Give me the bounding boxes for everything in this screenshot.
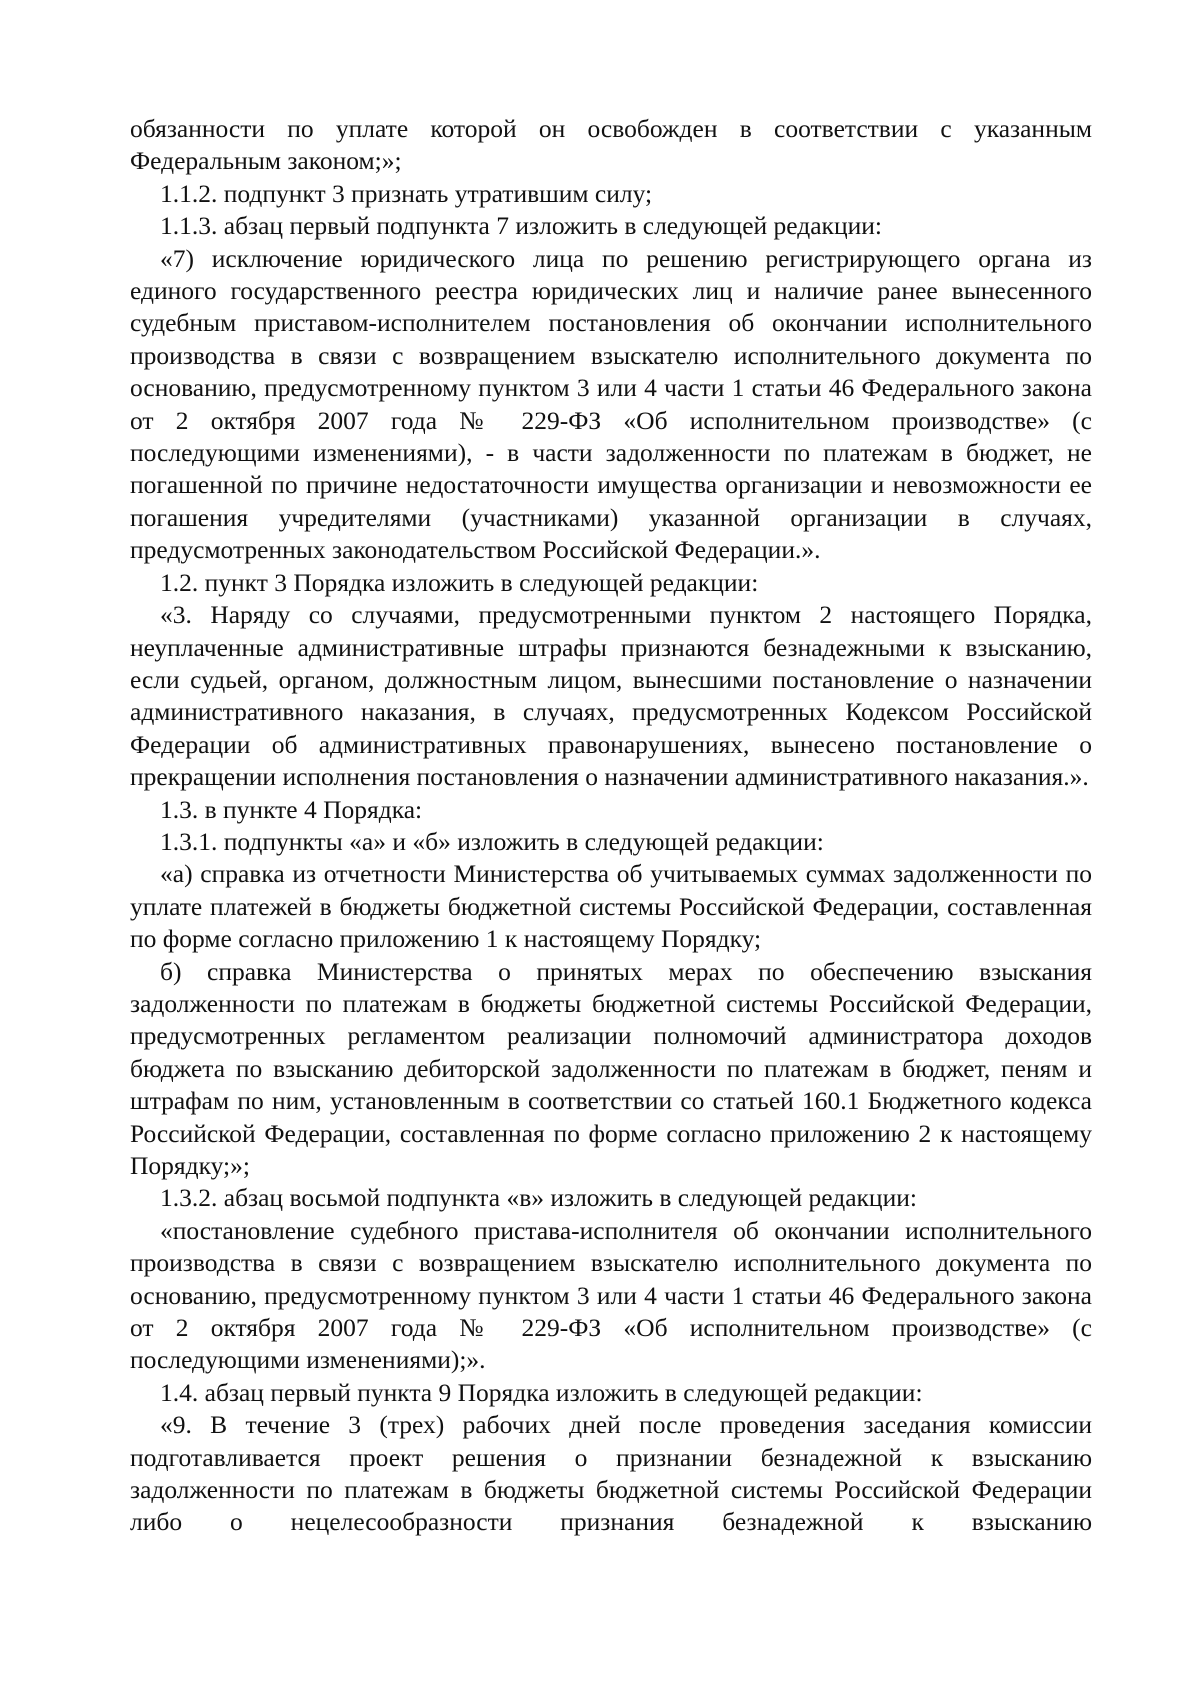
- paragraph-1-2: 1.2. пункт 3 Порядка изложить в следующей редакции:: [160, 567, 759, 597]
- paragraph-quote-3: «3. Наряду со случаями, предусмотренными пунктом 2 настоящего Порядка, неуплаченные административные штрафы признаются безнадежными к взысканию, если судьей, органом, должностным лицом, вынесшими постановление о назначении административного наказания, в случаях, предусмотренных Кодексом Российской Федерации об административных правонарушениях, вынесено постановление о прекращении исполнения постановления о назначении административного наказания.».: [130, 600, 1092, 792]
- paragraph-quote-b: б) справка Министерства о принятых мерах по обеспечению взыскания задолженности по платежам в бюджеты бюджетной системы Российской Федерации, предусмотренных регламентом реализации полномочий администратора доходов бюджета по взысканию дебиторской задолженности по платежам в бюджет, пеням и штрафам по ним, установленным в соответствии со статьей 160.1 Бюджетного кодекса Российской Федерации, составленная по форме согласно приложению 2 к настоящему Порядку;»;: [130, 956, 1092, 1180]
- paragraph-quote-7: «7) исключение юридического лица по решению регистрирующего органа из единого государственного реестра юридических лиц и наличие ранее вынесенного судебным приставом-исполнителем постановления об окончании исполнительного производства в связи с возвращением взыскателю исполнительного документа по основанию, предусмотренному пунктом 3 или 4 части 1 статьи 46 Федерального закона от 2 октября 2007 года № 229-ФЗ «Об исполнительном производстве» (с последующими изменениями), - в части задолженности по платежам в бюджет, не погашенной по причине недостаточности имущества организации и невозможности ее погашения учредителями (участниками) указанной организации в случаях, предусмотренных законодательством Российской Федерации.».: [130, 243, 1092, 565]
- paragraph-1-1-2: 1.1.2. подпункт 3 признать утратившим силу;: [160, 178, 653, 208]
- paragraph-1-1-3: 1.1.3. абзац первый подпункта 7 изложить в следующей редакции:: [160, 211, 882, 241]
- document-body: [130, 113, 1092, 1539]
- paragraph-quote-resolution: «постановление судебного пристава-исполнителя об окончании исполнительного производства в связи с возвращением взыскателю исполнительного документа по основанию, предусмотренному пунктом 3 или 4 части 1 статьи 46 Федерального закона от 2 октября 2007 года № 229-ФЗ «Об исполнительном производстве» (с последующими изменениями);».: [130, 1215, 1092, 1375]
- paragraph-1-4: 1.4. абзац первый пункта 9 Порядка изложить в следующей редакции:: [160, 1377, 923, 1407]
- paragraph-1-3: 1.3. в пункте 4 Порядка:: [160, 794, 423, 824]
- paragraph-1-3-1: 1.3.1. подпункты «а» и «б» изложить в следующей редакции:: [160, 826, 824, 856]
- paragraph-quote-a: «а) справка из отчетности Министерства об учитываемых суммах задолженности по уплате платежей в бюджеты бюджетной системы Российской Федерации, составленная по форме согласно приложению 1 к настоящему Порядку;: [130, 859, 1092, 954]
- paragraph-continuation: обязанности по уплате которой он освобожден в соответствии с указанным Федеральным законом;»;: [130, 114, 1092, 176]
- paragraph-1-3-2: 1.3.2. абзац восьмой подпункта «в» изложить в следующей редакции:: [160, 1183, 917, 1213]
- paragraph-quote-9: «9. В течение 3 (трех) рабочих дней после проведения заседания комиссии подготавливается проект решения о признании безнадежной к взысканию задолженности по платежам в бюджеты бюджетной системы Российской Федерации либо о нецелесообразности признания безнадежной к взысканию: [130, 1410, 1092, 1537]
